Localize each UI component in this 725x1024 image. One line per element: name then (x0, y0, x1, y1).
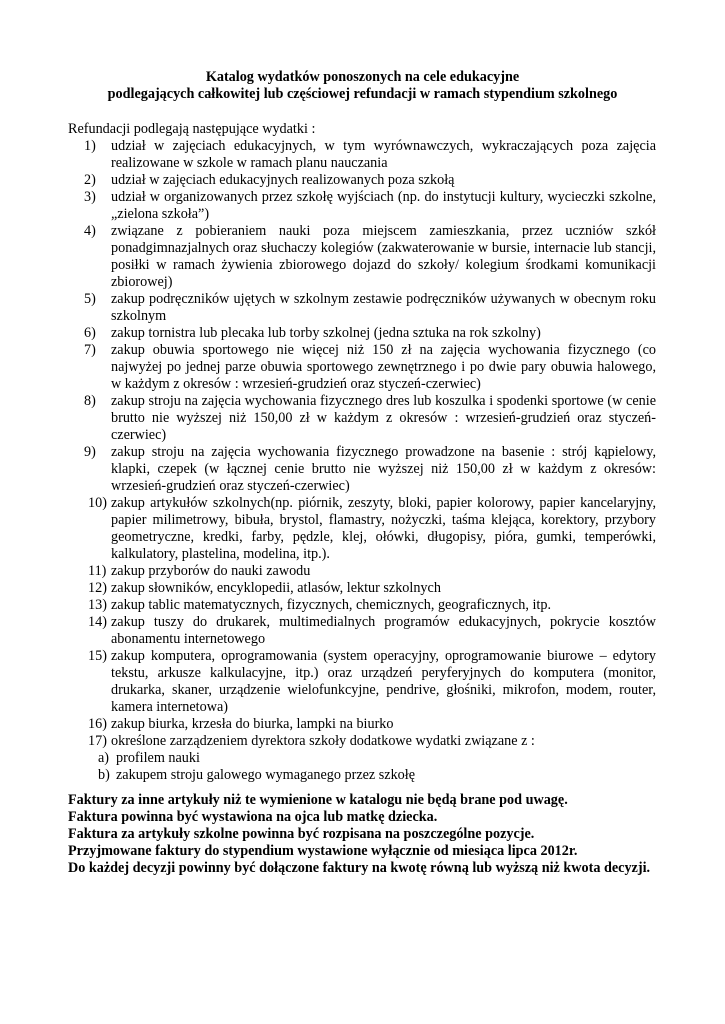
item-number: 15) (88, 648, 107, 664)
list-item (68, 648, 656, 716)
item-text: zakup przyborów do nauki zawodu (111, 563, 311, 579)
item-number: 7) (84, 342, 96, 358)
list-item (68, 614, 656, 648)
item-number: 17) (88, 733, 107, 749)
item-number: 2) (84, 172, 96, 188)
sub-list-item (68, 750, 656, 767)
item-text: zakup podręczników ujętych w szkolnym zestawie podręczników używanych w obecnym roku szkolnym (111, 291, 656, 324)
item-text: związane z pobieraniem nauki poza miejscem zamieszkania, przez uczniów szkół ponadgimnazjalnych oraz słuchaczy kolegiów (zakwaterowanie w bursie, internacie lub stancji, posiłki w ramach żywienia zbiorowego dojazd do szkoły/ kolegium środkami komunikacji zbiorowej) (111, 223, 656, 290)
item-text: zakup tuszy do drukarek, multimedialnych programów edukacyjnych, pokrycie kosztów abonamentu internetowego (111, 614, 656, 647)
notes-section (68, 792, 656, 877)
note-line: Przyjmowane faktury do stypendium wystawione wyłącznie od miesiąca lipca 2012r. (68, 843, 578, 859)
item-number: 13) (88, 597, 107, 613)
item-number: 1) (84, 138, 96, 154)
sub-item-text: profilem nauki (116, 750, 200, 766)
item-text: zakup słowników, encyklopedii, atlasów, lektur szkolnych (111, 580, 441, 596)
item-text: udział w zajęciach edukacyjnych realizowanych poza szkołą (111, 172, 455, 188)
list-item (68, 342, 656, 393)
note-line: Faktura powinna być wystawiona na ojca lub matkę dziecka. (68, 809, 438, 825)
item-number: 11) (88, 563, 107, 579)
list-item (68, 172, 656, 189)
note-line: Faktura za artykuły szkolne powinna być rozpisana na poszczególne pozycje. (68, 826, 535, 842)
item-number: 4) (84, 223, 96, 239)
item-text: zakup tablic matematycznych, fizycznych, chemicznych, geograficznych, itp. (111, 597, 551, 613)
list-item (68, 733, 656, 750)
item-text: zakup komputera, oprogramowania (system operacyjny, oprogramowanie biurowe – edytory tekstu, arkusze kalkulacyjne, itp.) oraz urządzeń peryferyjnych do komputera (monitor, drukarka, skaner, urządzenie wielofunkcyjne, pendrive, głośniki, mikrofon, modem, router, kamera internetowa) (111, 648, 656, 715)
item-number: 5) (84, 291, 96, 307)
item-text: zakup artykułów szkolnych(np. piórnik, zeszyty, bloki, papier kolorowy, papier kancelaryjny, papier milimetrowy, bibuła, brystol, flamastry, nożyczki, taśma klejąca, korektory, przybory geometryczne, kredki, farby, pędzle, klej, ołówki, długopisy, pióra, gumki, temperówki, kalkulatory, plastelina, modelina, itp.). (111, 495, 656, 562)
item-text: udział w zajęciach edukacyjnych, w tym wyrównawczych, wykraczających poza zajęcia realizowane w szkole w ramach planu nauczania (111, 138, 656, 171)
list-item (68, 495, 656, 563)
sub-list-item (68, 767, 656, 784)
item-number: 16) (88, 716, 107, 732)
item-number: 3) (84, 189, 96, 205)
list-item (68, 325, 656, 342)
item-number: 12) (88, 580, 107, 596)
item-text: udział w organizowanych przez szkołę wyjściach (np. do instytucji kultury, wycieczki szkolne, „zielona szkoła”) (111, 189, 656, 222)
intro-text: Refundacji podlegają następujące wydatki : (68, 121, 316, 137)
item-text: zakup tornistra lub plecaka lub torby szkolnej (jedna sztuka na rok szkolny) (111, 325, 541, 341)
note-line: Faktury za inne artykuły niż te wymienione w katalogu nie będą brane pod uwagę. (68, 792, 568, 808)
list-item (68, 716, 656, 733)
list-item (68, 223, 656, 291)
sub-item-letter: a) (98, 750, 110, 766)
item-text: zakup stroju na zajęcia wychowania fizycznego dres lub koszulka i spodenki sportowe (w cenie brutto nie wyższej niż 150,00 zł w każdym z okresów : wrzesień-grudzień oraz styczeń-czerwiec) (111, 393, 656, 443)
list-item (68, 393, 656, 444)
sub-item-text: zakupem stroju galowego wymaganego przez szkołę (116, 767, 416, 783)
document-title-line-1: Katalog wydatków ponoszonych na cele edukacyjne (205, 69, 520, 85)
item-number: 6) (84, 325, 96, 341)
item-number: 10) (88, 495, 107, 511)
expense-list (68, 138, 656, 784)
list-item (68, 138, 656, 172)
list-item (68, 597, 656, 614)
item-number: 8) (84, 393, 96, 409)
sub-item-letter: b) (98, 767, 110, 783)
list-item (68, 291, 656, 325)
list-item (68, 580, 656, 597)
list-item (68, 189, 656, 223)
list-item (68, 563, 656, 580)
note-line: Do każdej decyzji powinny być dołączone faktury na kwotę równą lub wyższą niż kwota decyzji. (68, 860, 651, 876)
item-text: zakup stroju na zajęcia wychowania fizycznego prowadzone na basenie : strój kąpielowy, klapki, czepek (w łącznej cenie brutto nie wyższej niż 150,00 zł w każdym z okresów: wrzesień-grudzień oraz styczeń-czerwiec) (111, 444, 656, 494)
list-item (68, 444, 656, 495)
item-text: określone zarządzeniem dyrektora szkoły dodatkowe wydatki związane z : (111, 733, 535, 749)
document-title-line-2: podlegających całkowitej lub częściowej refundacji w ramach stypendium szkolnego (107, 86, 618, 102)
item-text: zakup biurka, krzesła do biurka, lampki na biurko (111, 716, 394, 732)
item-number: 9) (84, 444, 96, 460)
item-number: 14) (88, 614, 107, 630)
item-text: zakup obuwia sportowego nie więcej niż 150 zł na zajęcia wychowania fizycznego (co najwyżej po jednej parze obuwia sportowego zewnętrznego i po dwie pary obuwia halowego, w każdym z okresów : wrzesień-grudzień oraz styczeń-czerwiec) (111, 342, 656, 392)
